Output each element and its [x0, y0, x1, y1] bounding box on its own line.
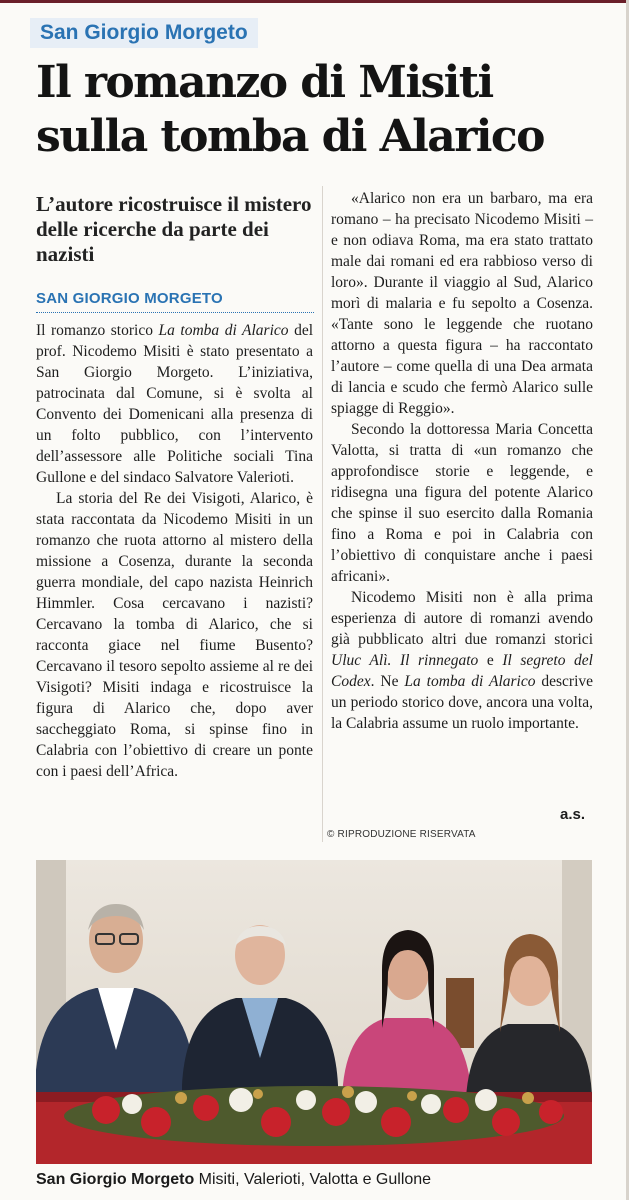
- article-column-2: [331, 188, 593, 734]
- dotted-rule: [36, 312, 314, 313]
- caption-place: San Giorgio Morgeto: [36, 1171, 195, 1188]
- dateline: [36, 289, 314, 313]
- book-title: La tomba di Alarico: [404, 673, 536, 690]
- article-column-1: [36, 320, 313, 782]
- paragraph-5: Nicodemo Misiti non è alla prima esperienza di autore di romanzi avendo già pubblicato altri due romanzi storici Uluc Alì. Il rinnegato e Il segreto del Codex. Ne La tomba di Alarico descrive un periodo storico dove, ancora una volta, la Calabria assume un ruolo importante.: [331, 589, 594, 732]
- caption-names: Misiti, Valerioti, Valotta e Gullone: [198, 1171, 432, 1188]
- author-initials: a.s.: [560, 806, 586, 823]
- copyright-notice: © RIPRODUZIONE RISERVATA: [327, 829, 476, 840]
- dateline-label: SAN GIORGIO MORGETO: [36, 290, 223, 307]
- event-photo: [36, 860, 592, 1164]
- headline: Il romanzo di Misiti sulla tomba di Alarico: [36, 57, 544, 162]
- paragraph-3: «Alarico non era un barbaro, ma era romano – ha precisato Nicodemo Misiti – e non odiava Roma, ma era stato trattato male dai romani ed era rabbioso verso di loro». Durante il viaggio al Sud, Alarico morì di malaria e fu sepolto a Cosenza. «Tante sono le leggende che ruotano attorno a questa figura – ha raccontato l’autore – come quella di una Dea armata di lancia e scudo che fermò Alarico sulle spiagge di Reggio».: [331, 190, 593, 417]
- top-border: [0, 0, 629, 3]
- photo-caption: [36, 1169, 431, 1191]
- column-divider: [322, 186, 323, 842]
- paragraph-4: Secondo la dottoressa Maria Concetta Valotta, si tratta di «un romanzo che approfondisce storie e leggende, e ridisegna una figura del potente Alarico che spinse il suo esercito dalla Romania fino a Roma e poi in Calabria con l’obiettivo di conquistare anche i paesi africani».: [331, 421, 593, 585]
- photo-illustration: [36, 860, 592, 1164]
- section-label: San Giorgio Morgeto: [30, 18, 258, 48]
- book-title: La tomba di Alarico: [158, 322, 289, 339]
- book-title: Uluc Alì. Il rinnegato: [331, 652, 479, 669]
- paragraph-2: La storia del Re dei Visigoti, Alarico, è stata raccontata da Nicodemo Misiti in un romanzo che ruota attorno al mistero della missione a Cosenza, durante la seconda guerra mondiale, del capo nazista Heinrich Himmler. Cosa cercavano i nazisti? Cercavano la tomba di Alarico, che si racconta giace nel fiume Busento? Cercavano il tesoro sepolto assieme al re dei Visigoti? Misiti indaga e ricostruisce la figura di Alarico che, dopo aver saccheggiato Roma, si spinse fino in Calabria con l’obiettivo di creare un ponte con i paesi dell’Africa.: [36, 490, 313, 780]
- book-title: Il segreto del Codex: [331, 652, 593, 690]
- paragraph-1: Il romanzo storico La tomba di Alarico del prof. Nicodemo Misiti è stato presentato a San Giorgio Morgeto. L’iniziativa, patrocinata dal Comune, si è svolta al Convento dei Domenicani alla presenza di un folto pubblico, con l’intervento dell’assessore alle Politiche sociali Tina Gullone e del sindaco Salvatore Valerioti.: [36, 322, 314, 486]
- subheadline: L’autore ricostruisce il mistero delle ricerche da parte dei nazisti: [36, 192, 312, 266]
